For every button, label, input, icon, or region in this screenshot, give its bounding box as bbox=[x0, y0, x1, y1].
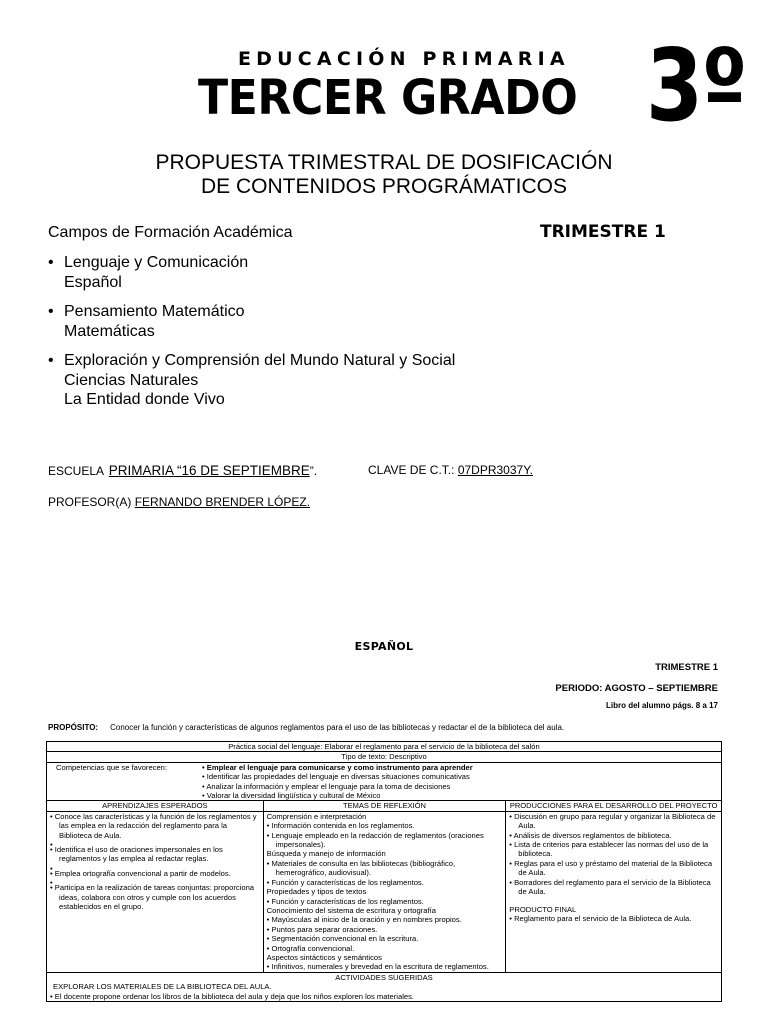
field-subject: Español bbox=[64, 273, 122, 291]
produccion-item: • Lista de criterios para establecer las normas del uso de la biblioteca. bbox=[509, 840, 718, 859]
espanol-trimestre: TRIMESTRE 1 bbox=[655, 662, 718, 673]
field-line: Pensamiento Matemático bbox=[64, 303, 245, 320]
produccion-item: • Borradores del reglamento para el servicio de la Biblioteca de Aula. bbox=[509, 878, 718, 897]
aprendizaje-item: • Identifica el uso de oraciones impersonales en los reglamentos y las emplea al redactar reglas. bbox=[50, 845, 260, 864]
proposito bbox=[48, 723, 564, 732]
campos-title: Campos de Formación Académica bbox=[48, 224, 293, 241]
espanol-title: ESPAÑOL bbox=[354, 640, 414, 653]
subtitle-line-1: PROPUESTA TRIMESTRAL DE DOSIFICACIÓN bbox=[155, 151, 613, 174]
producciones-cell bbox=[506, 811, 722, 972]
bullet: • bbox=[48, 303, 54, 320]
tipo-texto: Tipo de texto: Descriptivo bbox=[47, 752, 722, 762]
tema-item: • Función y características de los reglamentos. bbox=[267, 897, 503, 906]
proposito-text: Conocer la función y características de algunos reglamentos para el uso de las bibliotecas y redactar el de la biblioteca del aula. bbox=[110, 723, 565, 732]
produccion-item: • Discusión en grupo para regular y organizar la Biblioteca de Aula. bbox=[509, 812, 718, 831]
clave-value: 07DPR3037Y. bbox=[457, 463, 533, 477]
escuela-value: PRIMARIA “16 DE SEPTIEMBRE bbox=[108, 463, 310, 478]
actividades-title: EXPLORAR LOS MATERIALES DE LA BIBLIOTECA DEL AULA. bbox=[53, 982, 272, 992]
tema-heading: Aspectos sintácticos y semánticos bbox=[266, 952, 382, 962]
produccion-item: • Reglas para el uso y préstamo del material de la Biblioteca de Aula. bbox=[509, 859, 718, 878]
temas-cell bbox=[263, 811, 506, 972]
produccion-item: • Análisis de diversos reglamentos de biblioteca. bbox=[509, 831, 718, 840]
field-subject: La Entidad donde Vivo bbox=[64, 391, 225, 408]
practica-social: Práctica social del lenguaje: Elaborar el reglamento para el servicio de la biblioteca del salón bbox=[47, 742, 722, 752]
tema-item: • Mayúsculas al inicio de la oración y en nombres propios. bbox=[267, 915, 503, 924]
tema-heading: Búsqueda y manejo de información bbox=[266, 849, 386, 859]
tema-item: • Puntos para separar oraciones. bbox=[267, 925, 503, 934]
trimestre-label: TRIMESTRE 1 bbox=[540, 222, 666, 242]
actividad-item: • El docente propone ordenar los libros de la biblioteca del aula y deja que los niños exploren los materiales. bbox=[50, 992, 718, 1001]
field-item bbox=[48, 351, 455, 410]
aprendizaje-item: • Conoce las características y la función de los reglamentos y las emplea en la redacción del reglamento para la Biblioteca de Aula. bbox=[50, 812, 260, 840]
tema-item: • Segmentación convencional en la escritura. bbox=[267, 934, 503, 943]
libro-pages: Libro del alumno págs. 8 a 17 bbox=[605, 701, 718, 710]
field-line: Lenguaje y Comunicación bbox=[64, 254, 249, 271]
tema-heading: Conocimiento del sistema de escritura y ortografía bbox=[266, 905, 436, 915]
field-subject: Ciencias Naturales bbox=[64, 371, 199, 389]
competencia-item: • Valorar la diversidad lingüística y cultural de México bbox=[202, 791, 473, 800]
competencias-label: Competencias que se favorecen: bbox=[56, 762, 168, 772]
tema-item: • Lenguaje empleado en la redacción de reglamentos (oraciones impersonales). bbox=[267, 831, 503, 850]
competencias-row bbox=[47, 762, 722, 801]
subtitle-line-2: DE CONTENIDOS PROGRÁMATICOS bbox=[201, 175, 567, 198]
tema-item: • Ortografía convencional. bbox=[267, 944, 503, 953]
aprendizaje-item: • Emplea ortografía convencional a partir de modelos. bbox=[50, 869, 260, 878]
field-item bbox=[48, 302, 245, 341]
competencia-item: • Analizar la información y emplear el lenguaje para la toma de decisiones bbox=[202, 782, 473, 791]
escuela-line: ESCUELA PRIMARIA “16 DE SEPTIEMBRE”. bbox=[48, 463, 318, 478]
aprendizajes-cell bbox=[47, 811, 264, 972]
bullet: • bbox=[48, 254, 54, 271]
tema-item: • Información contenida en los reglamentos. bbox=[267, 821, 503, 830]
producto-final-label: PRODUCTO FINAL bbox=[509, 904, 577, 914]
proposito-label: PROPÓSITO: bbox=[48, 723, 99, 732]
tema-item: • Materiales de consulta en las bibliotecas (bibliográfico, hemerográfico, audiovisual). bbox=[267, 859, 503, 878]
clave-line bbox=[368, 463, 533, 477]
planning-table bbox=[46, 741, 722, 1002]
producto-final-item: • Reglamento para el servicio de la Biblioteca de Aula. bbox=[509, 914, 718, 923]
field-line: Exploración y Comprensión del Mundo Natural y Social bbox=[64, 352, 456, 369]
bullet: • bbox=[48, 352, 54, 369]
grade-title: TERCER GRADO bbox=[198, 70, 578, 126]
col-header-producciones: PRODUCCIONES PARA EL DESARROLLO DEL PROYECTO bbox=[506, 801, 722, 811]
col-header-temas: TEMAS DE REFLEXIÓN bbox=[263, 801, 506, 811]
tema-heading: Propiedades y tipos de textos bbox=[266, 887, 367, 897]
competencia-item: • Emplear el lenguaje para comunicarse y como instrumento para aprender bbox=[202, 763, 473, 772]
clave-label: CLAVE DE C.T.: bbox=[368, 463, 455, 477]
col-header-aprendizajes: APRENDIZAJES ESPERADOS bbox=[47, 801, 264, 811]
tema-item: • Función y características de los reglamentos. bbox=[267, 878, 503, 887]
actividades-cell bbox=[47, 972, 722, 1001]
competencias-list bbox=[202, 763, 473, 801]
grade-number: 3º bbox=[646, 27, 747, 144]
profesor-value: FERNANDO BRENDER LÓPEZ. bbox=[134, 495, 311, 509]
tema-heading: Comprensión e interpretación bbox=[266, 811, 367, 821]
actividades-header: ACTIVIDADES SUGERIDAS bbox=[335, 972, 433, 982]
periodo: PERIODO: AGOSTO – SEPTIEMBRE bbox=[555, 683, 718, 694]
profesor-line bbox=[48, 495, 310, 509]
profesor-label: PROFESOR(A) bbox=[48, 495, 132, 509]
aprendizaje-item: • Participa en la realización de tareas conjuntas: proporciona ideas, colabora con otros y cumple con los acuerdos establecidos en el grupo. bbox=[50, 883, 260, 911]
tema-item: • Infinitivos, numerales y brevedad en la escritura de reglamentos. bbox=[267, 962, 503, 971]
level-kicker: EDUCACIÓN PRIMARIA bbox=[238, 48, 570, 70]
field-subject: Matemáticas bbox=[64, 322, 155, 340]
competencia-item: • Identificar las propiedades del lenguaje en diversas situaciones comunicativas bbox=[202, 772, 473, 781]
escuela-label: ESCUELA bbox=[48, 464, 104, 478]
field-item bbox=[48, 253, 248, 292]
